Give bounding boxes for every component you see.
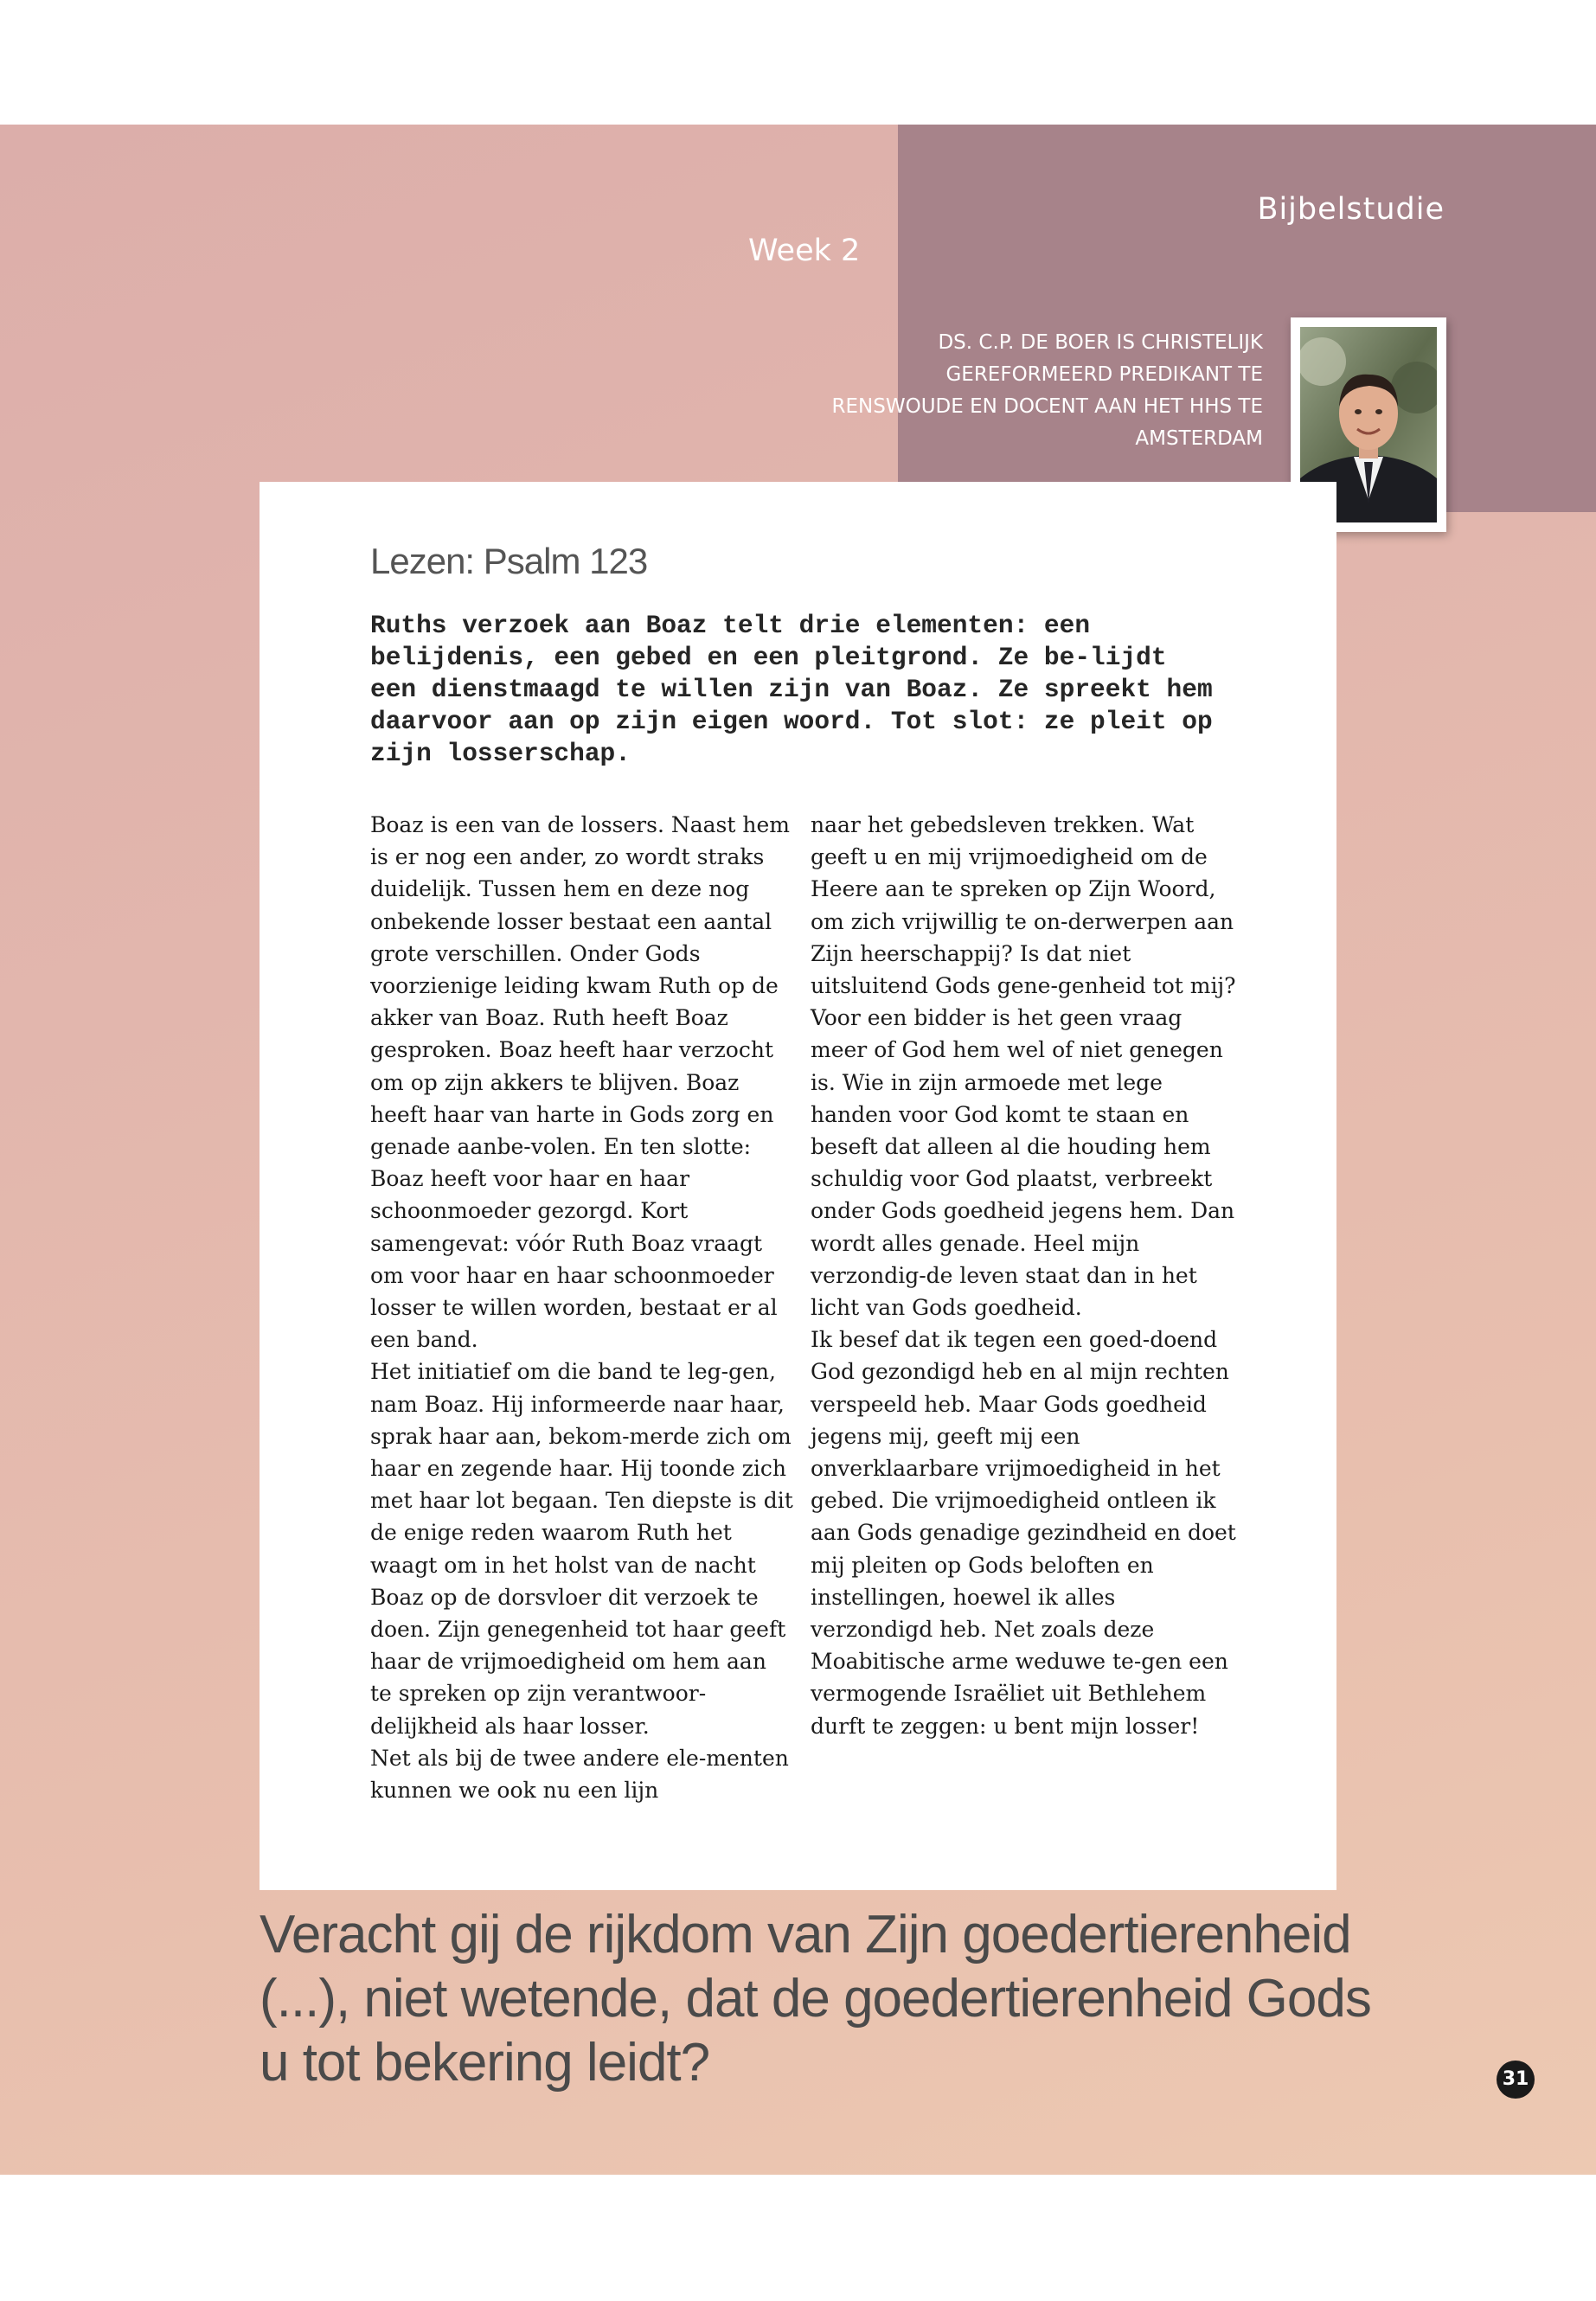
section-label: Bijbelstudie <box>1257 192 1445 227</box>
body-column-2: naar het gebedsleven trekken. Wat geeft u en mij vrijmoedigheid om de Heere aan te spreken op Zijn Woord, om zich vrijwillig te on-derwerpen aan Zijn heerschappij? Is dat niet uitsluitend Gods gene-genheid tot mij? Voor een bidder is het geen vraag meer of God hem wel of niet genegen is. Wie in zijn armoede met lege handen voor God komt te staan en beseft dat alleen al die houding hem schuldig voor God plaatst, verbreekt onder Gods goedheid jegens hem. Dan wordt alles genade. Heel mijn verzondig-de leven staat dan in het licht van Gods goedheid. Ik besef dat ik tegen een goed-doend God gezondigd heb en al mijn rechten verspeeld heb. Maar Gods goedheid jegens mij, geeft mij een onverklaarbare vrijmoedigheid in het gebed. Die vrijmoedigheid ontleen ik aan Gods genadige gezindheid en doet mij pleiten op Gods beloften en instellingen, hoewel ik alles verzondigd heb. Net zoals deze Moabitische arme weduwe te-gen een vermogende Israëliet uit Bethlehem durft te zeggen: u bent mijn losser! <box>811 812 1236 1739</box>
author-bio: DS. C.P. DE BOER IS CHRISTELIJK GEREFORMEERD PREDIKANT TE RENSWOUDE EN DOCENT AAN HET HHS TE AMSTERDAM <box>831 331 1263 450</box>
body-column-1: Boaz is een van de lossers. Naast hem is er nog een ander, zo wordt straks duidelijk. Tussen hem en deze nog onbekende losser bestaat een aantal grote verschillen. Onder Gods voorzienige leiding kwam Ruth op de akker van Boaz. Ruth heeft Boaz gesproken. Boaz heeft haar verzocht om op zijn akkers te blijven. Boaz heeft haar van harte in Gods zorg en genade aanbe-volen. En ten slotte: Boaz heeft voor haar en haar schoonmoeder gezorgd. Kort samengevat: vóór Ruth Boaz vraagt om voor haar en haar schoonmoeder losser te willen worden, bestaat er al een band. Het initiatief om die band te leg-gen, nam Boaz. Hij informeerde naar haar, sprak haar aan, bekom-merde zich om haar en zegende haar. Hij toonde zich met haar lot begaan. Ten diepste is dit de enige reden waarom Ruth het waagt om in het holst van de nacht Boaz op de dorsvloer dit verzoek te doen. Zijn genegenheid tot haar geeft haar de vrijmoedigheid om hem aan te spreken op zijn verantwoor-delijkheid als haar losser. Net als bij de twee andere ele-menten kunnen we ook nu een lijn <box>370 812 793 1804</box>
intro-paragraph: Ruths verzoek aan Boaz telt drie elementen: een belijdenis, een gebed en een pleitgrond. Ze be-lijdt een dienstmaagd te willen zijn van Boaz. Ze spreekt hem daarvoor aan op zijn eigen woord. Tot slot: ze pleit op zijn losserschap. <box>370 611 1213 768</box>
reading-title: Lezen: Psalm 123 <box>370 541 648 581</box>
pull-quote: Veracht gij de rijkdom van Zijn goedertierenheid (...), niet wetende, dat de goedertierenheid Gods u tot bekering leidt? <box>260 1905 1371 2093</box>
article-card <box>260 482 1336 1890</box>
week-label: Week 2 <box>748 234 861 268</box>
page-number-badge: 31 <box>1497 2061 1535 2099</box>
